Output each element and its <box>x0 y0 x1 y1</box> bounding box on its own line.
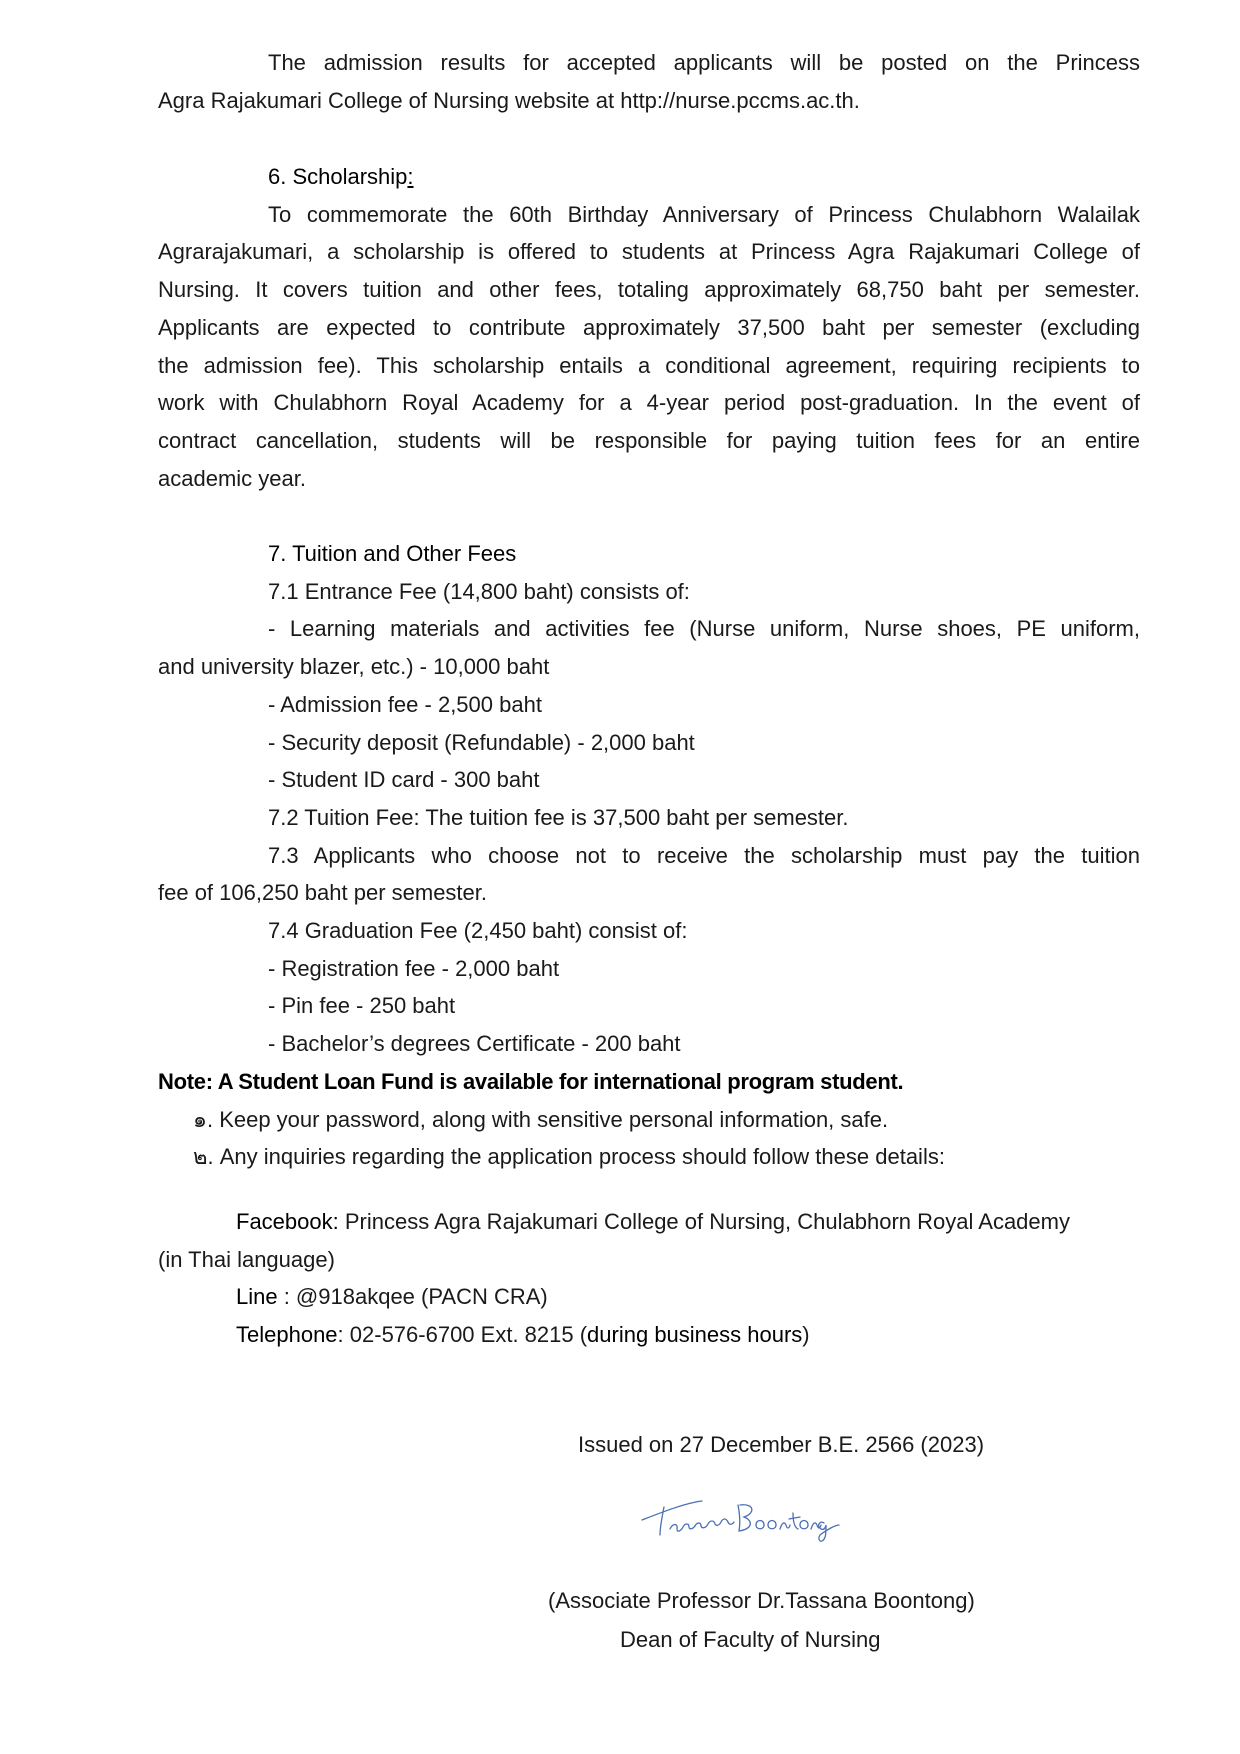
graduation-fee-item: - Registration fee - 2,000 baht <box>268 955 560 981</box>
scholarship-heading <box>158 158 1140 196</box>
contact-section <box>158 1203 1140 1354</box>
scholarship-line: work with Chulabhorn Royal Academy for a 4-year period post-graduation. In the event of <box>158 390 1140 416</box>
scholarship-line: Applicants are expected to contribute approximately 37,500 baht per semester (excluding <box>158 314 1140 340</box>
note-section <box>158 1063 1140 1176</box>
telephone-label: Telephone <box>236 1322 338 1348</box>
student-loan-note: Note: A Student Loan Fund is available for international program student. <box>158 1069 904 1094</box>
facebook-label: Facebook: <box>236 1209 339 1234</box>
entrance-fee-item: - Security deposit (Refundable) - 2,000 baht <box>268 729 695 755</box>
no-scholarship-fee-cont: fee of 106,250 baht per semester. <box>158 880 488 906</box>
graduation-fee-item: - Pin fee - 250 baht <box>268 993 456 1019</box>
signatory-title: Dean of Faculty of Nursing <box>620 1627 881 1652</box>
scholarship-line: contract cancellation, students will be responsible for paying tuition fees for an entire <box>158 427 1140 453</box>
tuition-fee: 7.2 Tuition Fee: The tuition fee is 37,500 baht per semester. <box>268 804 849 830</box>
scholarship-heading-text: 6. Scholarship <box>268 164 408 189</box>
thai-numeral-2: ๒. <box>193 1144 214 1170</box>
facebook-contact <box>158 1203 1140 1241</box>
intro-line-1: The admission results for accepted applicants will be posted on the Princess <box>268 50 1140 75</box>
facebook-value-cont: (in Thai language) <box>158 1246 335 1272</box>
telephone-contact <box>158 1316 1140 1354</box>
intro-paragraph <box>158 44 1140 119</box>
facebook-value[interactable]: Princess Agra Rajakumari College of Nursing, Chulabhorn Royal Academy <box>338 1209 1070 1234</box>
entrance-fee-item: - Student ID card - 300 baht <box>268 767 540 793</box>
business-hours: during business hours <box>587 1322 803 1348</box>
telephone-number[interactable]: : 02-576-6700 Ext. 8215 ( <box>337 1322 588 1348</box>
scholarship-line: Nursing. It covers tuition and other fees, totaling approximately 68,750 baht per semester. <box>158 277 1140 303</box>
scholarship-line: academic year. <box>158 465 306 491</box>
entrance-fee-item: - Admission fee - 2,500 baht <box>268 691 542 717</box>
thai-numeral-1: ๑. <box>193 1106 214 1132</box>
note-item-text: Any inquiries regarding the application process should follow these details: <box>213 1144 945 1170</box>
signature-image <box>640 1495 840 1550</box>
entrance-fee-item-cont: and university blazer, etc.) - 10,000 baht <box>158 654 550 680</box>
fees-heading: 7. Tuition and Other Fees <box>268 541 517 566</box>
line-id[interactable]: : @918akqee (PACN CRA) <box>277 1284 548 1310</box>
issued-date: Issued on 27 December B.E. 2566 (2023) <box>578 1432 985 1457</box>
no-scholarship-fee: 7.3 Applicants who choose not to receive the scholarship must pay the tuition <box>268 842 1140 868</box>
scholarship-section <box>158 158 1140 497</box>
graduation-fee-title: 7.4 Graduation Fee (2,450 baht) consist of: <box>268 918 688 944</box>
entrance-fee-item: - Learning materials and activities fee (Nurse uniform, Nurse shoes, PE uniform, <box>268 616 1140 642</box>
note-item <box>158 1138 1140 1176</box>
line-contact <box>158 1278 1140 1316</box>
scholarship-line: To commemorate the 60th Birthday Anniversary of Princess Chulabhorn Walailak <box>268 201 1140 227</box>
scholarship-heading-colon: : <box>407 164 414 189</box>
graduation-fee-item: - Bachelor’s degrees Certificate - 200 baht <box>268 1031 681 1057</box>
scholarship-line: Agrarajakumari, a scholarship is offered to students at Princess Agra Rajakumari College of <box>158 239 1140 265</box>
intro-line-2: Agra Rajakumari College of Nursing website at http://nurse.pccms.ac.th. <box>158 87 860 113</box>
signatory-name: (Associate Professor Dr.Tassana Boontong) <box>548 1588 975 1613</box>
note-item-text: Keep your password, along with sensitive personal information, safe. <box>213 1106 889 1132</box>
entrance-fee-title: 7.1 Entrance Fee (14,800 baht) consists of: <box>268 578 690 604</box>
line-label: Line <box>236 1284 278 1310</box>
note-item <box>158 1101 1140 1139</box>
fees-section <box>158 535 1140 1063</box>
telephone-close-paren: ) <box>802 1322 810 1348</box>
scholarship-line: the admission fee). This scholarship entails a conditional agreement, requiring recipients to <box>158 352 1140 378</box>
